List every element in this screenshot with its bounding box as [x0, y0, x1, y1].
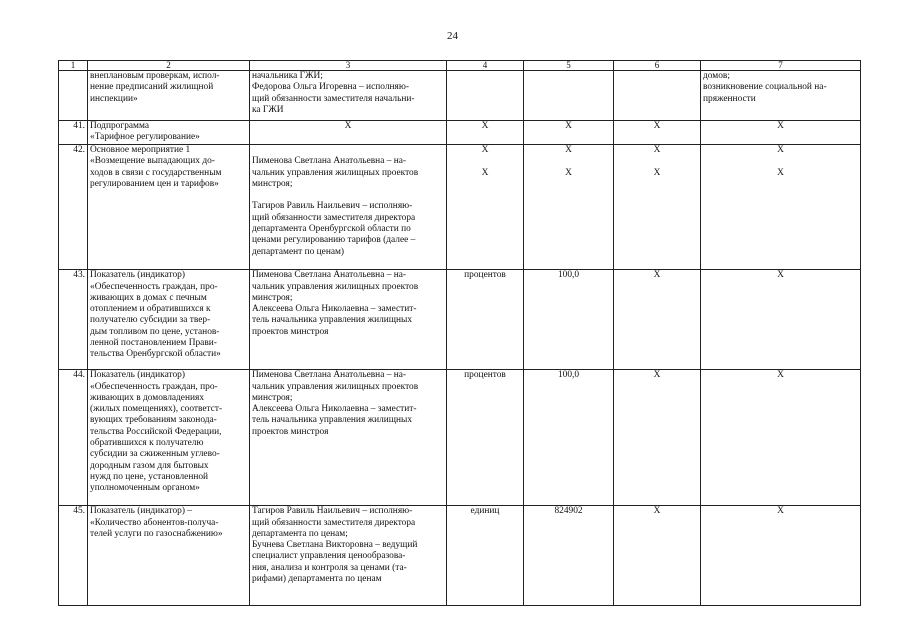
row-unit — [447, 71, 524, 121]
row-responsible: Тагиров Равиль Наильевич – исполняю- щий обязанности заместителя директора департамента по ценам; Бучнева Светлана Викторовна – ведущий специалист управления ценообразова- ния, анализа и контроля за ценами (та- рифами) департамента по ценам — [250, 506, 447, 606]
row-col6: X — [614, 506, 701, 606]
row-col7: X — [701, 506, 861, 606]
row-number — [59, 71, 88, 121]
row-number: 42. — [59, 145, 88, 270]
row-value — [524, 145, 614, 270]
value-b: X — [777, 168, 784, 179]
table-row — [59, 71, 861, 121]
program-table — [58, 60, 861, 606]
row-responsible: начальника ГЖИ; Федорова Ольга Игоревна – исполняю- щий обязанности заместителя начальни- ка ГЖИ — [250, 71, 447, 121]
header-cell: 5 — [524, 61, 614, 71]
row-col6: X — [614, 370, 701, 506]
row-name: Показатель (индикатор) «Обеспеченность граждан, про- живающих в домовладениях (жилых помещениях), соответст- вующих требованиям законода- тельства Российской Федерации, обратившихся к получателю субсидии за сжиженным углево- дородным газом для бытовых нужд по цене, установленной уполномоченным органом» — [88, 370, 250, 506]
row-name: Подпрограмма «Тарифное регулирование» — [88, 121, 250, 145]
table-row — [59, 145, 861, 270]
header-cell: 6 — [614, 61, 701, 71]
row-col7: X — [701, 370, 861, 506]
responsible-secondary: Тагиров Равиль Наильевич – исполняю- щий обязанности заместителя директора департамента Оренбургской области по ценами регулированию тарифов (далее – департамент по ценам) — [252, 201, 416, 257]
header-row — [59, 61, 861, 71]
header-cell: 7 — [701, 61, 861, 71]
row-col6: X — [614, 270, 701, 370]
row-value: 100,0 — [524, 370, 614, 506]
row-number: 44. — [59, 370, 88, 506]
row-value — [524, 71, 614, 121]
row-unit: единиц — [447, 506, 524, 606]
row-col6 — [614, 71, 701, 121]
value-a: X — [777, 145, 784, 155]
row-name: Показатель (индикатор) – «Количество абонентов-получа- телей услуги по газоснабжению» — [88, 506, 250, 606]
row-unit: X — [447, 121, 524, 145]
row-unit: процентов — [447, 370, 524, 506]
row-col7 — [701, 145, 861, 270]
row-name: Основное мероприятие 1 «Возмещение выпадающих до- ходов в связи с государственным регулированием цен и тарифов» — [88, 145, 250, 270]
row-col7: X — [701, 270, 861, 370]
row-unit — [447, 145, 524, 270]
header-cell: 4 — [447, 61, 524, 71]
row-name: внеплановым проверкам, испол- нение предписаний жилищной инспекции» — [88, 71, 250, 121]
value-b: X — [565, 168, 572, 179]
row-col7: домов; возникновение социальной на- пряженности — [701, 71, 861, 121]
value-b: X — [653, 168, 661, 179]
row-number: 43. — [59, 270, 88, 370]
row-number: 45. — [59, 506, 88, 606]
value-b: X — [481, 168, 489, 179]
row-col7: X — [701, 121, 861, 145]
row-responsible — [250, 145, 447, 270]
table-row — [59, 370, 861, 506]
header-cell: 3 — [250, 61, 447, 71]
header-cell: 1 — [59, 61, 88, 71]
row-responsible: Пименова Светлана Анатольевна – на- чальник управления жилищных проектов минстроя; Алексеева Ольга Николаевна – заместит- тель начальника управления жилищных проектов минстроя — [250, 270, 447, 370]
value-a: X — [481, 145, 489, 155]
row-unit: процентов — [447, 270, 524, 370]
row-value: X — [524, 121, 614, 145]
table-row — [59, 506, 861, 606]
page-number: 24 — [447, 30, 458, 42]
row-col6 — [614, 145, 701, 270]
value-a: X — [653, 145, 661, 155]
header-cell: 2 — [88, 61, 250, 71]
row-number: 41. — [59, 121, 88, 145]
row-value: 100,0 — [524, 270, 614, 370]
value-a: X — [565, 145, 572, 155]
table-row — [59, 121, 861, 145]
row-name: Показатель (индикатор) «Обеспеченность граждан, про- живающих в домах с печным отоплением и обратившихся к получателю субсидии за твер- дым топливом по цене, установ- ленной постановлением Прави- тельства Оренбургской области» — [88, 270, 250, 370]
row-responsible: Пименова Светлана Анатольевна – на- чальник управления жилищных проектов минстроя; Алексеева Ольга Николаевна – заместит- тель начальника управления жилищных проектов минстроя — [250, 370, 447, 506]
row-col6: X — [614, 121, 701, 145]
responsible-primary: Пименова Светлана Анатольевна – на- чальник управления жилищных проектов минстроя; — [252, 156, 419, 189]
row-responsible: X — [250, 121, 447, 145]
row-value: 824902 — [524, 506, 614, 606]
table-row — [59, 270, 861, 370]
